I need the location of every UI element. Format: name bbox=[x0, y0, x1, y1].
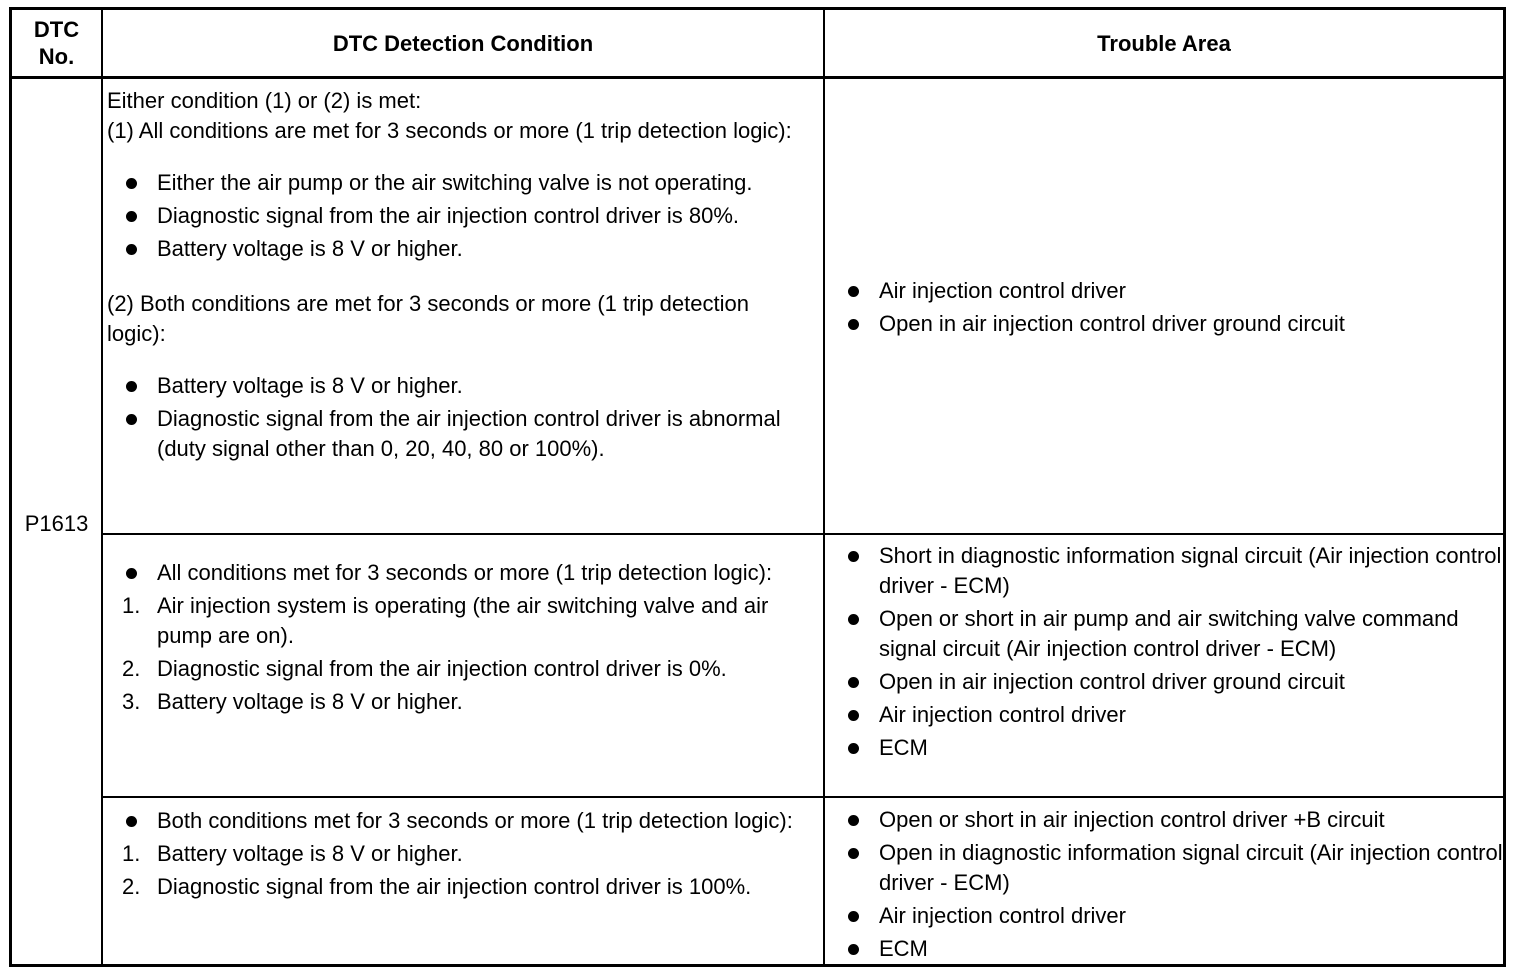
column-divider-2 bbox=[823, 8, 825, 966]
list-item: Air injection control driver bbox=[829, 901, 1503, 931]
row2-sub-list bbox=[107, 591, 823, 717]
list-item: Open or short in air injection control driver +B circuit bbox=[829, 805, 1503, 835]
column-divider-1 bbox=[101, 8, 103, 966]
list-item: 1. Air injection system is operating (the air switching valve and air pump are on). bbox=[122, 593, 769, 648]
list-item: Battery voltage is 8 V or higher. bbox=[107, 371, 823, 401]
list-item: Open in air injection control driver ground circuit bbox=[829, 309, 1503, 339]
header-dtc-no: DTC No. bbox=[33, 17, 80, 69]
header-detection-condition: DTC Detection Condition bbox=[332, 30, 594, 56]
row-divider-2 bbox=[102, 796, 1506, 798]
list-item: 2. Diagnostic signal from the air injection control driver is 100%. bbox=[122, 874, 752, 899]
row3-trouble-area bbox=[829, 805, 1503, 967]
list-item: Both conditions met for 3 seconds or more (1 trip detection logic): 1. Battery voltage is 8 V or higher. 2. Diagnostic signal from the air injection control driver is 100%. bbox=[107, 806, 823, 902]
row1-condition bbox=[107, 86, 823, 467]
row2-condition bbox=[107, 558, 823, 720]
dtc-code: P1613 bbox=[24, 511, 89, 536]
row2-trouble-area bbox=[829, 541, 1503, 766]
row-divider-1 bbox=[102, 533, 1506, 535]
list-item: Air injection control driver bbox=[829, 700, 1503, 730]
row3-sub-list bbox=[107, 839, 823, 902]
list-item: Open in diagnostic information signal circuit (Air injection control driver - ECM) bbox=[829, 838, 1503, 898]
list-item: 1. Battery voltage is 8 V or higher. bbox=[122, 841, 463, 866]
list-item: Short in diagnostic information signal circuit (Air injection control driver - ECM) bbox=[829, 541, 1503, 601]
list-item: Either the air pump or the air switching valve is not operating. bbox=[107, 168, 823, 198]
row1-cond2-title: (2) Both conditions are met for 3 seconds or more (1 trip detection logic): bbox=[107, 291, 749, 346]
list-item: All conditions met for 3 seconds or more (1 trip detection logic): 1. Air injection system is operating (the air switching valve and air pump are on). 2. Diagnostic signal from the air injection control driver is 0%. 3. Battery voltage is 8 V or higher. bbox=[107, 558, 823, 717]
row1-cond2-list bbox=[107, 371, 823, 464]
row3-condition bbox=[107, 806, 823, 905]
list-item: ECM bbox=[829, 733, 1503, 763]
list-item: ECM bbox=[829, 934, 1503, 964]
list-item: Open or short in air pump and air switching valve command signal circuit (Air injection control driver - ECM) bbox=[829, 604, 1503, 664]
list-item: 3. Battery voltage is 8 V or higher. bbox=[122, 689, 463, 714]
row1-cond1-title: (1) All conditions are met for 3 seconds or more (1 trip detection logic): bbox=[107, 118, 792, 143]
header-trouble-area: Trouble Area bbox=[1097, 30, 1231, 56]
row1-intro: Either condition (1) or (2) is met: bbox=[107, 88, 422, 113]
header-divider bbox=[9, 76, 1506, 79]
row1-trouble-area bbox=[829, 276, 1503, 342]
list-item: 2. Diagnostic signal from the air injection control driver is 0%. bbox=[122, 656, 727, 681]
list-item: Air injection control driver bbox=[829, 276, 1503, 306]
list-item: Diagnostic signal from the air injection control driver is abnormal (duty signal other than 0, 20, 40, 80 or 100%). bbox=[107, 404, 823, 464]
list-item: Diagnostic signal from the air injection control driver is 80%. bbox=[107, 201, 823, 231]
row1-cond1-list bbox=[107, 168, 823, 264]
list-item: Open in air injection control driver ground circuit bbox=[829, 667, 1503, 697]
list-item: Battery voltage is 8 V or higher. bbox=[107, 234, 823, 264]
